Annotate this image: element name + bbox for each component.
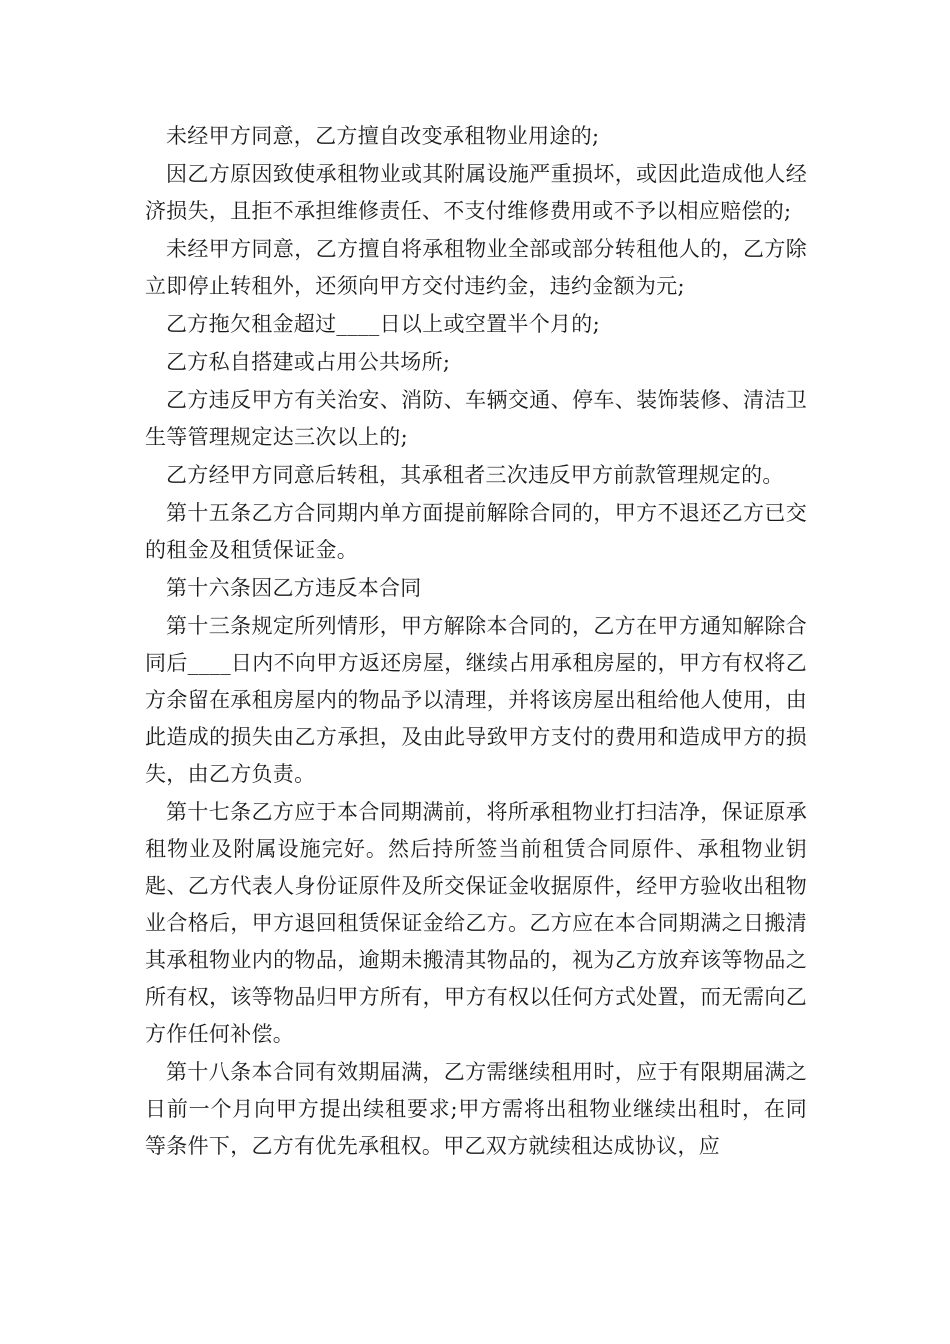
paragraph-10: 第十三条规定所列情形，甲方解除本合同的，乙方在甲方通知解除合同后____日内不向甲方返还房屋，继续占用承租房屋的，甲方有权将乙方余留在承租房屋内的物品予以清理，并将该房屋出租给他人使用，由此造成的损失由乙方承担，及由此导致甲方支付的费用和造成甲方的损失，由乙方负责。	[145, 614, 807, 786]
paragraph-9: 第十六条因乙方违反本合同	[166, 576, 422, 600]
paragraph-8: 第十五条乙方合同期内单方面提前解除合同的，甲方不退还乙方已交的租金及租赁保证金。	[145, 501, 807, 562]
paragraph-11: 第十七条乙方应于本合同期满前，将所承租物业打扫洁净，保证原承租物业及附属设施完好。然后持所签当前租赁合同原件、承租物业钥匙、乙方代表人身份证原件及所交保证金收据原件，经甲方验收出租物业合格后，甲方退回租赁保证金给乙方。乙方应在本合同期满之日搬清其承租物业内的物品，逾期未搬清其物品的，视为乙方放弃该等物品之所有权，该等物品归甲方所有，甲方有权以任何方式处置，而无需向乙方作任何补偿。	[145, 800, 807, 1046]
paragraph-3: 未经甲方同意，乙方擅自将承租物业全部或部分转租他人的，乙方除立即停止转租外，还须向甲方交付违约金，违约金额为元;	[145, 237, 807, 298]
paragraph-4: 乙方拖欠租金超过____日以上或空置半个月的;	[166, 312, 600, 336]
paragraph-2: 因乙方原因致使承租物业或其附属设施严重损坏，或因此造成他人经济损失，且拒不承担维修责任、不支付维修费用或不予以相应赔偿的;	[145, 162, 807, 223]
paragraph-5: 乙方私自搭建或占用公共场所;	[166, 350, 451, 374]
paragraph-7: 乙方经甲方同意后转租，其承租者三次违反甲方前款管理规定的。	[166, 463, 784, 487]
paragraph-1: 未经甲方同意，乙方擅自改变承租物业用途的;	[166, 124, 600, 148]
paragraph-12: 第十八条本合同有效期届满，乙方需继续租用时，应于有限期届满之日前一个月向甲方提出续租要求;甲方需将出租物业继续出租时，在同等条件下，乙方有优先承租权。甲乙双方就续租达成协议，应	[145, 1060, 807, 1158]
document-body	[145, 118, 807, 1166]
paragraph-6: 乙方违反甲方有关治安、消防、车辆交通、停车、装饰装修、清洁卫生等管理规定达三次以上的;	[145, 388, 807, 449]
